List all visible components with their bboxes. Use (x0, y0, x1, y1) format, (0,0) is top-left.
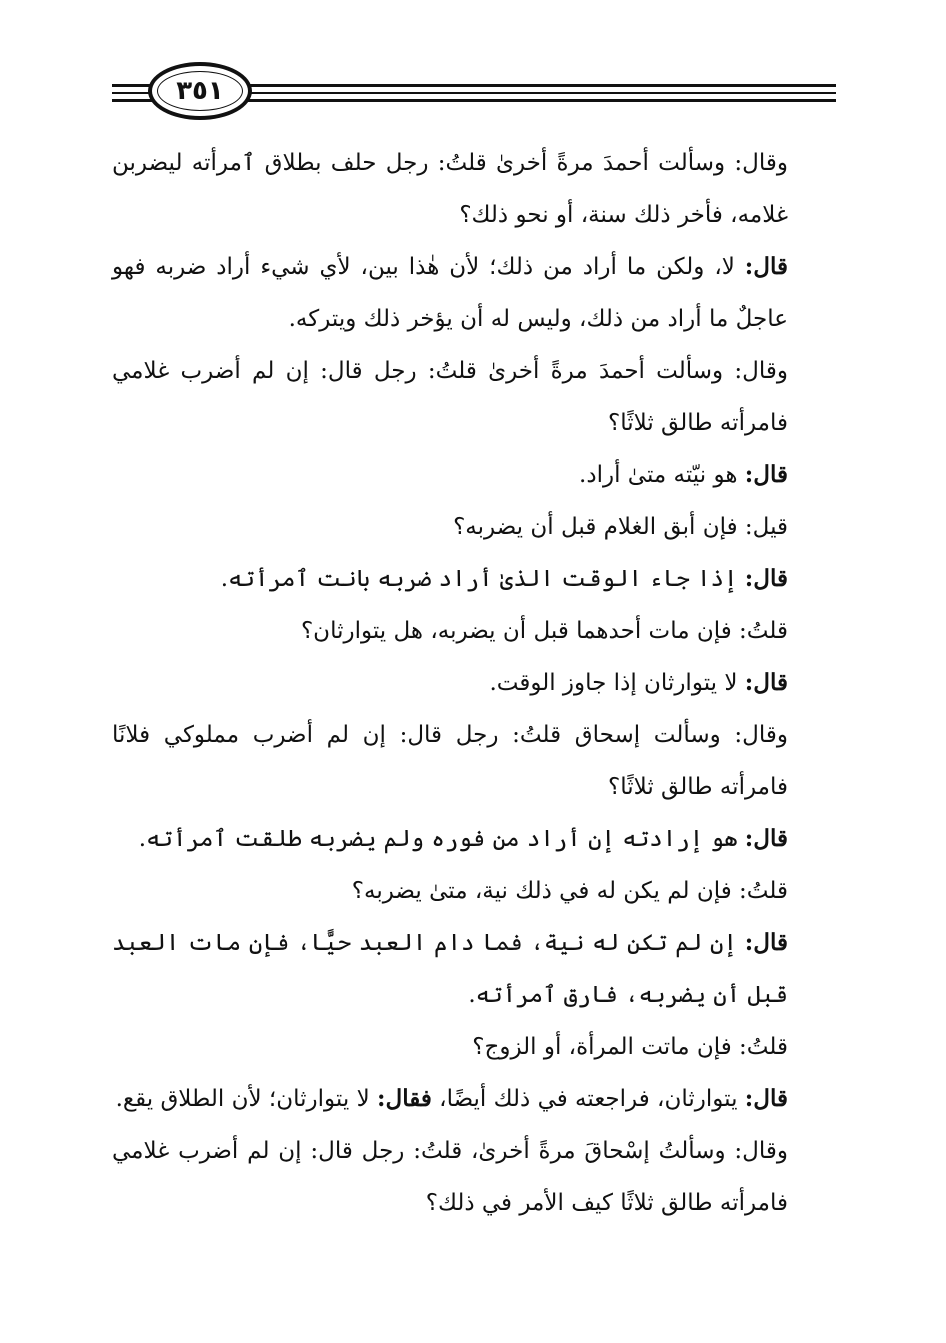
paragraph-question: وقال: وسألتُ إسْحاقَ مرةً أخرىٰ، قلتُ: رجل قال: إن لم أضرب غلامي فامرأته طالق ثلاثًا كيف الأمر في ذلك؟ (112, 1138, 788, 1216)
page-number-ornament (148, 62, 252, 120)
paragraph-question: وقال: وسألت أحمدَ مرةً أخرىٰ قلتُ: رجل قال: إن لم أضرب غلامي فامرأته طالق ثلاثًا؟ (112, 358, 788, 436)
paragraph-question: قلتُ: فإن ماتت المرأة، أو الزوج؟ (472, 1034, 788, 1060)
paragraph-answer: قال: هو نيّته متىٰ أراد. (579, 461, 788, 488)
answer-label: قال: (744, 253, 788, 280)
paragraph-answer: قال: لا يتوارثان إذا جاوز الوقت. (489, 669, 788, 696)
paragraph-question: وقال: وسألت أحمدَ مرةً أخرىٰ قلتُ: رجل حلف بطلاق ٱمرأته ليضربن غلامه، فأخر ذلك سنة، أو نحو ذلك؟ (112, 150, 788, 228)
paragraph-question: قلتُ: فإن مات أحدهما قبل أن يضربه، هل يتوارثان؟ (300, 618, 788, 644)
answer-label: فقال: (377, 1085, 432, 1112)
answer-label: قال: (744, 461, 788, 488)
page-header (112, 62, 836, 122)
paragraph-answer: قال: لا، ولكن ما أراد من ذلك؛ لأن هٰذا بين، لأي شيء أراد ضربه فهو عاجلٌ ما أراد من ذلك، وليس له أن يؤخر ذلك ويتركه. (112, 253, 788, 332)
page-number: ٣٥١ (176, 76, 224, 106)
page-body (112, 137, 836, 1229)
answer-label: قال: (744, 1085, 788, 1112)
paragraph-answer: قال: هو إرادته إن أراد من فوره ولم يضربه طلقت ٱمرأته. (138, 825, 788, 852)
paragraph-question: قلتُ: فإن لم يكن له في ذلك نية، متىٰ يضربه؟ (351, 878, 788, 904)
paragraph-question: وقال: وسألت إسحاق قلتُ: رجل قال: إن لم أضرب مملوكي فلانًا فامرأته طالق ثلاثًا؟ (112, 722, 788, 800)
paragraph-answer: قال: إذا جاء الوقت الذىٰ أراد ضربه بانت ٱمرأته. (220, 565, 788, 592)
answer-label: قال: (744, 825, 788, 852)
paragraph-answer: قال: إن لم تكن له نية، فما دام العبد حيًّا، فإن مات العبد قبل أن يضربه، فارق ٱمرأته. (112, 929, 788, 1008)
answer-label: قال: (744, 669, 788, 696)
answer-label: قال: (744, 929, 788, 956)
answer-label: قال: (744, 565, 788, 592)
paragraph-question: قيل: فإن أبق الغلام قبل أن يضربه؟ (453, 514, 788, 540)
paragraph-answer: قال: يتوارثان، فراجعته في ذلك أيضًا، فقال: لا يتوارثان؛ لأن الطلاق يقع. (115, 1085, 788, 1112)
